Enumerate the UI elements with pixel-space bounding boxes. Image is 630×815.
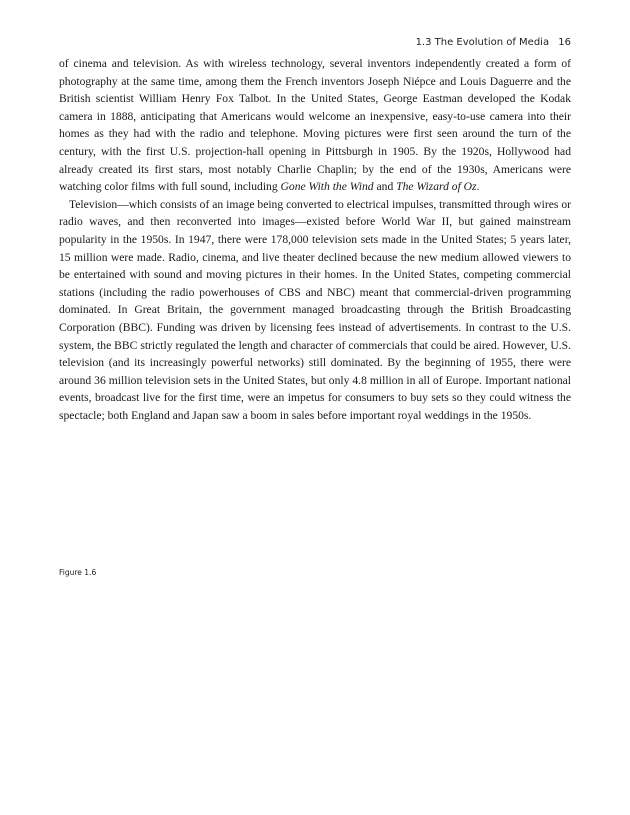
film-title-gone-with-the-wind: Gone With the Wind bbox=[280, 180, 374, 194]
paragraph-cinema-text-b: and bbox=[373, 180, 397, 194]
paragraph-cinema-text-c: . bbox=[476, 180, 480, 194]
running-header bbox=[416, 37, 571, 48]
paragraph-television: Television—which consists of an image being converted to electrical impulses, transmitted through wires or radio waves, and then reconverted into images—existed before World War II, but gained mainstream popularity in the 1950s. In 1947, there were 178,000 television sets made in the United States; 5 years later, 15 million were made. Radio, cinema, and live theater declined because the new medium allowed viewers to be entertained with sound and moving pictures in their homes. In the United States, competing commercial stations (including the radio powerhouses of CBS and NBC) meant that commercial-driven programming dominated. In Great Britain, the government managed broadcasting through the British Broadcasting Corporation (BBC). Funding was driven by licensing fees instead of advertisements. In contrast to the U.S. system, the BBC strictly regulated the length and character of commercials that could be aired. However, U.S. television (and its increasingly powerful networks) still dominated. By the beginning of 1955, there were around 36 million television sets in the United States, but only 4.8 million in all of Europe. Important national events, broadcast live for the first time, were an impetus for consumers to buy sets so they could witness the spectacle; both England and Japan saw a boom in sales before important royal weddings in the 1950s. bbox=[59, 197, 571, 422]
header-page-number: 16 bbox=[558, 37, 571, 48]
figure-caption: Figure 1.6 bbox=[59, 568, 97, 577]
paragraph-cinema bbox=[59, 55, 571, 196]
header-section-title: 1.3 The Evolution of Media bbox=[415, 37, 550, 48]
film-title-wizard-of-oz: The Wizard of Oz bbox=[396, 180, 477, 194]
body-text bbox=[59, 55, 571, 424]
paragraph-cinema-text-a: of cinema and television. As with wireless technology, several inventors independently created a form of photography at the same time, among them the French inventors Joseph Niépce and Louis Daguerre and the British scientist William Henry Fox Talbot. In the United States, George Eastman developed the Kodak camera in 1888, anticipating that Americans would welcome an inexpensive, easy-to-use camera into their homes as they had with the radio and telephone. Moving pictures were first seen around the turn of the century, with the first U.S. projection-hall opening in Pittsburgh in 1905. By the 1920s, Hollywood had already created its first stars, most notably Charlie Chaplin; by the end of the 1930s, Americans were watching color films with full sound, including bbox=[59, 57, 571, 194]
